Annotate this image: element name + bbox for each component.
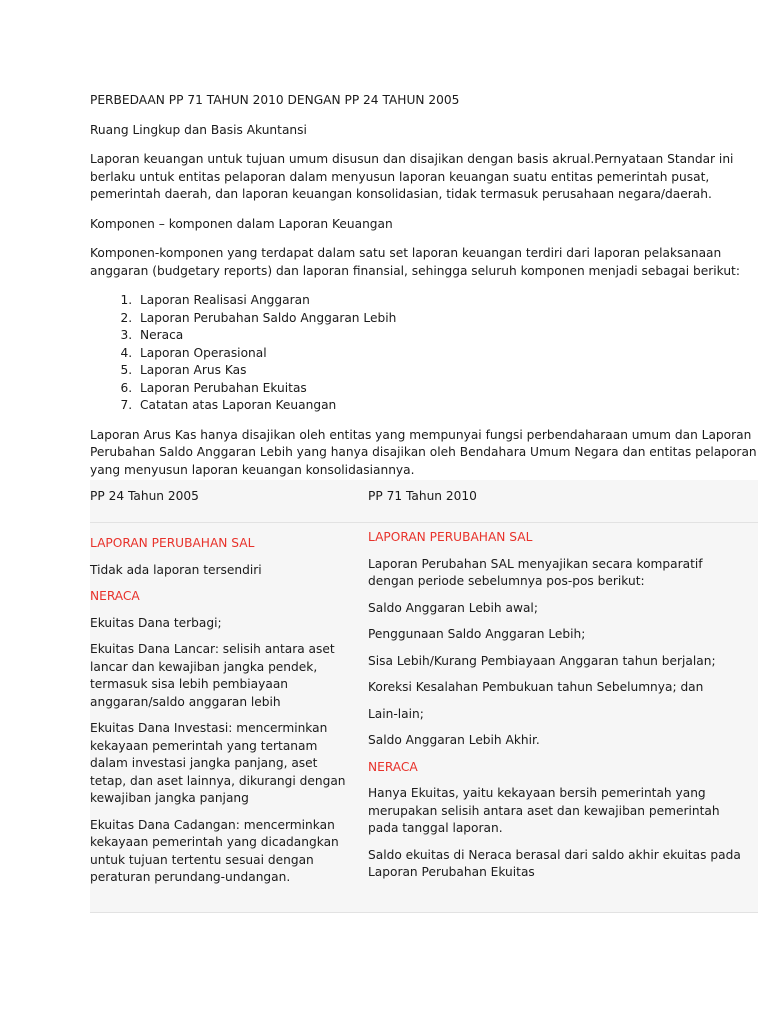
list-item: 6. Laporan Perubahan Ekuitas <box>136 380 758 398</box>
list-item: 4. Laporan Operasional <box>136 345 758 363</box>
column-header-pp71: PP 71 Tahun 2010 <box>368 489 477 503</box>
table-cell-text: Saldo ekuitas di Neraca berasal dari saldo akhir ekuitas pada Laporan Perubahan Ekuitas <box>368 847 741 879</box>
column-header-pp24: PP 24 Tahun 2005 <box>90 489 199 503</box>
paragraph-scope: Laporan keuangan untuk tujuan umum disusun dan disajikan dengan basis akrual.Pernyataan Standar ini berlaku untuk entitas pelaporan dalam menyusun laporan keuangan suatu entitas pemerintah pusat, pemerintah daerah, dan laporan keuangan konsolidasian, tidak termasuk perusahaan negara/daerah. <box>90 152 734 201</box>
table-cell-text: Laporan Perubahan SAL menyajikan secara komparatif dengan periode sebelumnya pos-pos berikut: <box>368 556 703 588</box>
table-cell-text: Ekuitas Dana Cadangan: mencerminkan kekayaan pemerintah yang dicadangkan untuk tujuan tertentu sesuai dengan peraturan perundang-undangan. <box>90 817 339 884</box>
comparison-table <box>90 480 758 913</box>
sal-text: Tidak ada laporan tersendiri <box>90 562 262 577</box>
table-header <box>90 480 758 523</box>
table-cell-text: Hanya Ekuitas, yaitu kekayaan bersih pemerintah yang merupakan selisih antara aset dan kewajiban pemerintah pada tanggal laporan. <box>368 786 720 835</box>
section-heading-components: Komponen – komponen dalam Laporan Keuangan <box>90 216 393 231</box>
table-cell-text: Koreksi Kesalahan Pembukuan tahun Sebelumnya; dan <box>368 680 704 694</box>
table-cell-text: Ekuitas Dana terbagi; <box>90 615 222 630</box>
table-cell-text: Ekuitas Dana Lancar: selisih antara aset lancar dan kewajiban jangka pendek, termasuk sisa lebih pembiayaan anggaran/saldo anggaran lebih <box>90 642 335 709</box>
paragraph-note: Laporan Arus Kas hanya disajikan oleh entitas yang mempunyai fungsi perbendaharaan umum dan Laporan Perubahan Saldo Anggaran Lebih yang hanya disajikan oleh Bendahara Umum Negara dan entitas pelaporan yang menyusun laporan keuangan konsolidasiannya. <box>90 427 757 477</box>
sal-heading: LAPORAN PERUBAHAN SAL <box>368 530 533 544</box>
neraca-heading: NERACA <box>368 759 418 774</box>
list-item: 3. Neraca <box>136 327 758 345</box>
neraca-heading: NERACA <box>90 589 140 603</box>
column-pp24 <box>90 535 348 896</box>
document-body <box>90 92 758 491</box>
list-item: 7. Catatan atas Laporan Keuangan <box>136 397 758 415</box>
table-cell-text: Saldo Anggaran Lebih Akhir. <box>368 733 540 747</box>
list-item: 5. Laporan Arus Kas <box>136 362 758 380</box>
table-cell-text: Ekuitas Dana Investasi: mencerminkan kekayaan pemerintah yang tertanam dalam investasi jangka panjang, aset tetap, dan aset lainnya, dikurangi dengan kewajiban jangka panjang <box>90 721 346 805</box>
column-pp71 <box>368 529 748 891</box>
components-list <box>90 292 758 415</box>
table-cell-text: Lain-lain; <box>368 706 424 721</box>
table-cell-text: Sisa Lebih/Kurang Pembiayaan Anggaran tahun berjalan; <box>368 653 716 668</box>
paragraph-components: Komponen-komponen yang terdapat dalam satu set laporan keuangan terdiri dari laporan pelaksanaan anggaran (budgetary reports) dan laporan finansial, sehingga seluruh komponen menjadi sebagai berikut: <box>90 246 740 278</box>
list-item: 1. Laporan Realisasi Anggaran <box>136 292 758 310</box>
table-cell-text: Saldo Anggaran Lebih awal; <box>368 600 538 615</box>
section-heading-scope: Ruang Lingkup dan Basis Akuntansi <box>90 122 307 137</box>
list-item: 2. Laporan Perubahan Saldo Anggaran Lebih <box>136 310 758 328</box>
table-cell-text: Penggunaan Saldo Anggaran Lebih; <box>368 627 586 641</box>
document-title: PERBEDAAN PP 71 TAHUN 2010 DENGAN PP 24 TAHUN 2005 <box>90 93 460 107</box>
sal-heading: LAPORAN PERUBAHAN SAL <box>90 536 255 550</box>
